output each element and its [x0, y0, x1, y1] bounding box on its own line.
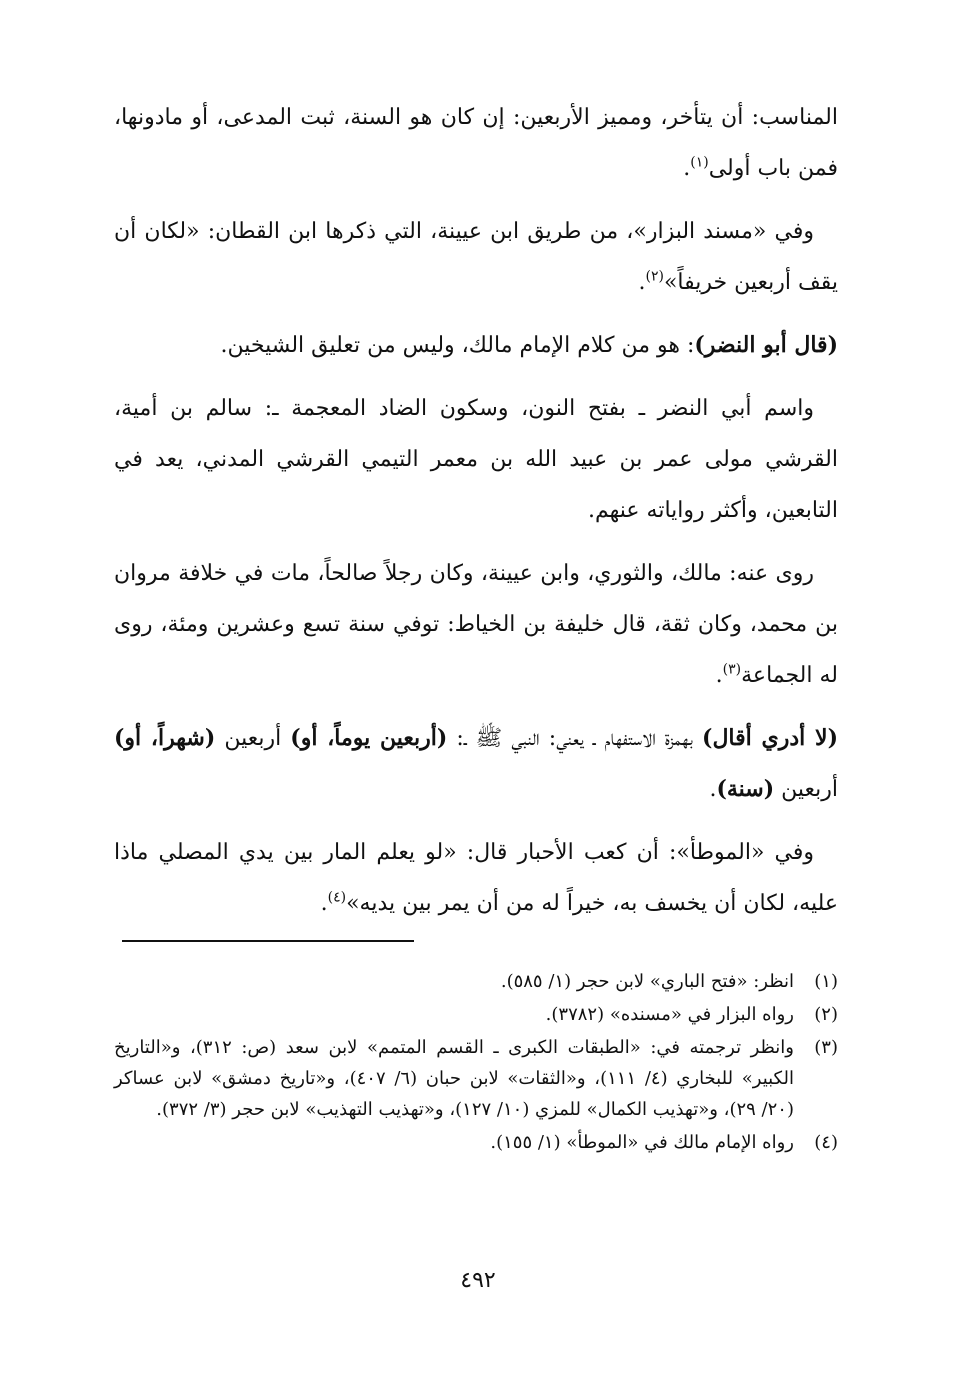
footnote-4 [114, 1127, 838, 1158]
footnote-2 [114, 999, 838, 1030]
paragraph-3-text: : هو من كلام الإمام مالك، وليس من تعليق الشيخين. [220, 333, 695, 358]
paragraph-1-text: المناسب: أن يتأخر، ومميز الأربعين: إن كان هو السنة، ثبت المدعى، أو مادونها، فمن باب أولى [114, 105, 838, 181]
paragraph-7-text: وفي «الموطأ»: أن كعب الأحبار قال: «لو يعلم المار بين يدي المصلي ماذا عليه، لكان أن يخسف به، خيراً له من أن يمر بين يديه» [114, 840, 838, 916]
paragraph-1: المناسب: أن يتأخر، ومميز الأربعين: إن كان هو السنة، ثبت المدعى، أو مادونها، فمن باب أولى$^{(١)}$. [114, 105, 838, 181]
footnote-number: (١) [814, 971, 838, 992]
page-number: ٤٩٢ [460, 1268, 496, 1293]
footnote-number: (٣) [814, 1037, 838, 1058]
footnote-text: رواه البزار في «مسنده» (٣٧٨٢). [545, 1004, 794, 1025]
footnote-number: (٤) [814, 1132, 838, 1153]
paragraph-6: (لا أدري أقال) بهمزة الاستفهام ـ يعني: النبي ﷺ ـ: (أربعين يوماً، أو) أربعين (شهراً، أو) أربعين (سنة). [114, 725, 838, 802]
footnote-number: (٢) [814, 1004, 838, 1025]
footnote-divider [122, 940, 414, 942]
footnote-text: وانظر ترجمته في: «الطبقات الكبرى ـ القسم المتمم» لابن سعد (ص: ٣١٢)، و«التاريخ الكبير» للبخاري (٤/ ١١١)، و«الثقات» لابن حبان (٦/ ٤٠٧)، و«تاريخ دمشق» لابن عساكر (٢٠/ ٢٩)، و«تهذيب الكمال» للمزي (١٠/ ١٢٧)، و«تهذيب التهذيب» لابن حجر (٣/ ٣٧٢). [114, 1037, 795, 1120]
paragraph-4 [114, 383, 838, 536]
paragraph-3-heading: (قال أبو النضر) [694, 332, 838, 358]
footnotes [114, 966, 838, 1160]
footnote-ref-3: (٣) [722, 661, 742, 678]
footnote-1 [114, 966, 838, 997]
footnote-ref-1: (١) [690, 154, 709, 171]
footnote-text: رواه الإمام مالك في «الموطأ» (١/ ١٥٥). [490, 1132, 794, 1153]
main-text [114, 92, 838, 941]
paragraph-3 [114, 320, 838, 371]
paragraph-2: وفي «مسند البزار»، من طريق ابن عيينة، التي ذكرها ابن القطان: «لكان أن يقف أربعين خريفاً»$^{(٢)}$. [114, 219, 838, 295]
footnote-ref-2: (٢) [645, 268, 664, 285]
paragraph-4-text: واسم أبي النضر ـ بفتح النون، وسكون الضاد المعجمة ـ: سالم بن أمية، القرشي مولى عمر بن عبيد الله بن معمر التيمي القرشي المدني، يعد في التابعين، وأكثر رواياته عنهم. [114, 396, 838, 523]
footnote-3 [114, 1032, 838, 1125]
paragraph-7: وفي «الموطأ»: أن كعب الأحبار قال: «لو يعلم المار بين يدي المصلي ماذا عليه، لكان أن يخسف به، خيراً له من أن يمر بين يديه»$^{(٤)}$. [114, 840, 838, 916]
footnote-text: انظر: «فتح الباري» لابن حجر (١/ ٥٨٥). [500, 971, 794, 992]
paragraph-5: روى عنه: مالك، والثوري، وابن عيينة، وكان رجلاً صالحاً، مات في خلافة مروان بن محمد، وكان ثقة، قال خليفة بن الخياط: توفي سنة تسع وعشرين ومئة، روى له الجماعة$^{(٣)}$. [114, 561, 838, 688]
footnote-ref-4: (٤) [327, 889, 347, 906]
paragraph-2-text: وفي «مسند البزار»، من طريق ابن عيينة، التي ذكرها ابن القطان: «لكان أن يقف أربعين خريفاً» [114, 219, 838, 295]
paragraph-5-text: روى عنه: مالك، والثوري، وابن عيينة، وكان رجلاً صالحاً، مات في خلافة مروان بن محمد، وكان ثقة، قال خليفة بن الخياط: توفي سنة تسع وعشرين ومئة، روى له الجماعة [114, 561, 838, 688]
